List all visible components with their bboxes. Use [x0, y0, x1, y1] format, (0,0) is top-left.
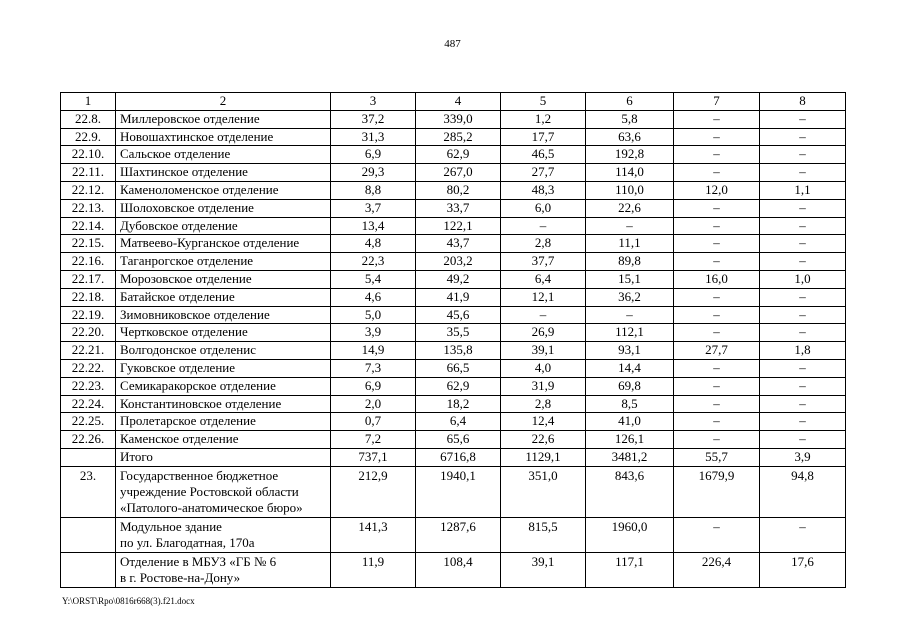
- value-cell: 8,8: [331, 181, 416, 199]
- value-cell: 62,9: [416, 377, 501, 395]
- row-number-cell: [61, 552, 116, 587]
- value-cell: 22,6: [586, 199, 674, 217]
- name-cell: Пролетарское отделение: [116, 413, 331, 431]
- value-cell: 12,4: [501, 413, 586, 431]
- value-cell: 11,1: [586, 235, 674, 253]
- value-cell: 94,8: [760, 466, 846, 517]
- value-cell: 285,2: [416, 128, 501, 146]
- row-number-cell: [61, 448, 116, 466]
- value-cell: 339,0: [416, 110, 501, 128]
- name-cell: Шахтинское отделение: [116, 164, 331, 182]
- value-cell: –: [674, 517, 760, 552]
- table-row: [61, 217, 846, 235]
- value-cell: 36,2: [586, 288, 674, 306]
- value-cell: 37,2: [331, 110, 416, 128]
- value-cell: 1129,1: [501, 448, 586, 466]
- value-cell: 41,9: [416, 288, 501, 306]
- name-cell: Волгодонское отделенис: [116, 342, 331, 360]
- value-cell: –: [501, 217, 586, 235]
- name-cell: Новошахтинское отделение: [116, 128, 331, 146]
- value-cell: –: [760, 217, 846, 235]
- value-cell: 351,0: [501, 466, 586, 517]
- value-cell: 0,7: [331, 413, 416, 431]
- value-cell: –: [760, 517, 846, 552]
- value-cell: 39,1: [501, 552, 586, 587]
- value-cell: –: [674, 359, 760, 377]
- value-cell: 1,1: [760, 181, 846, 199]
- table-row: [61, 306, 846, 324]
- value-cell: 46,5: [501, 146, 586, 164]
- name-cell: Дубовское отделение: [116, 217, 331, 235]
- value-cell: –: [760, 413, 846, 431]
- value-cell: 6,0: [501, 199, 586, 217]
- value-cell: –: [674, 431, 760, 449]
- value-cell: 114,0: [586, 164, 674, 182]
- row-number-cell: 22.19.: [61, 306, 116, 324]
- row-number-cell: 22.17.: [61, 270, 116, 288]
- value-cell: 93,1: [586, 342, 674, 360]
- value-cell: 112,1: [586, 324, 674, 342]
- row-number-cell: 22.14.: [61, 217, 116, 235]
- value-cell: 737,1: [331, 448, 416, 466]
- value-cell: 3481,2: [586, 448, 674, 466]
- page-number: 487: [444, 38, 461, 50]
- value-cell: –: [760, 288, 846, 306]
- value-cell: 35,5: [416, 324, 501, 342]
- row-number-cell: 22.9.: [61, 128, 116, 146]
- name-cell: Таганрогское отделение: [116, 253, 331, 271]
- table-row: [61, 146, 846, 164]
- value-cell: 267,0: [416, 164, 501, 182]
- value-cell: 89,8: [586, 253, 674, 271]
- value-cell: 4,0: [501, 359, 586, 377]
- name-cell: Шолоховское отделение: [116, 199, 331, 217]
- value-cell: 39,1: [501, 342, 586, 360]
- value-cell: –: [586, 217, 674, 235]
- value-cell: –: [760, 324, 846, 342]
- value-cell: 1,8: [760, 342, 846, 360]
- value-cell: 17,6: [760, 552, 846, 587]
- row-number-cell: 22.18.: [61, 288, 116, 306]
- value-cell: 126,1: [586, 431, 674, 449]
- value-cell: –: [674, 395, 760, 413]
- value-cell: –: [501, 306, 586, 324]
- data-table: [60, 92, 846, 588]
- name-cell: Чертковское отделение: [116, 324, 331, 342]
- value-cell: –: [760, 164, 846, 182]
- header-cell: 5: [501, 93, 586, 111]
- name-cell: Сальское отделение: [116, 146, 331, 164]
- value-cell: 7,3: [331, 359, 416, 377]
- value-cell: 1940,1: [416, 466, 501, 517]
- value-cell: 6,4: [416, 413, 501, 431]
- value-cell: 31,3: [331, 128, 416, 146]
- value-cell: 14,4: [586, 359, 674, 377]
- name-cell: Итого: [116, 448, 331, 466]
- value-cell: –: [674, 413, 760, 431]
- value-cell: 1960,0: [586, 517, 674, 552]
- name-cell: [116, 552, 331, 587]
- value-cell: 69,8: [586, 377, 674, 395]
- value-cell: 66,5: [416, 359, 501, 377]
- table-row: [61, 110, 846, 128]
- value-cell: –: [674, 306, 760, 324]
- value-cell: –: [760, 395, 846, 413]
- name-cell: Зимовниковское отделение: [116, 306, 331, 324]
- value-cell: 203,2: [416, 253, 501, 271]
- table-row: [61, 342, 846, 360]
- value-cell: 1679,9: [674, 466, 760, 517]
- value-cell: –: [674, 217, 760, 235]
- name-line: по ул. Благодатная, 170а: [120, 534, 255, 550]
- header-cell: 8: [760, 93, 846, 111]
- value-cell: 3,7: [331, 199, 416, 217]
- table-row: [61, 359, 846, 377]
- name-cell: [116, 466, 331, 517]
- row-number-cell: 22.20.: [61, 324, 116, 342]
- value-cell: –: [674, 235, 760, 253]
- header-cell: 3: [331, 93, 416, 111]
- value-cell: 192,8: [586, 146, 674, 164]
- header-row: [61, 93, 846, 111]
- table-row: [61, 431, 846, 449]
- value-cell: 43,7: [416, 235, 501, 253]
- value-cell: 37,7: [501, 253, 586, 271]
- value-cell: 15,1: [586, 270, 674, 288]
- value-cell: 1287,6: [416, 517, 501, 552]
- row-number-cell: 22.16.: [61, 253, 116, 271]
- value-cell: 29,3: [331, 164, 416, 182]
- table-row: [61, 413, 846, 431]
- value-cell: 141,3: [331, 517, 416, 552]
- value-cell: –: [760, 199, 846, 217]
- value-cell: 2,8: [501, 235, 586, 253]
- table-row: [61, 552, 846, 587]
- row-number-cell: [61, 517, 116, 552]
- row-number-cell: 22.22.: [61, 359, 116, 377]
- value-cell: 2,8: [501, 395, 586, 413]
- row-number-cell: 22.24.: [61, 395, 116, 413]
- value-cell: 62,9: [416, 146, 501, 164]
- header-cell: 6: [586, 93, 674, 111]
- name-cell: Каменское отделение: [116, 431, 331, 449]
- value-cell: 31,9: [501, 377, 586, 395]
- table-row: [61, 270, 846, 288]
- header-cell: 2: [116, 93, 331, 111]
- value-cell: –: [674, 128, 760, 146]
- table-row: [61, 199, 846, 217]
- row-number-cell: 22.25.: [61, 413, 116, 431]
- value-cell: 48,3: [501, 181, 586, 199]
- value-cell: 13,4: [331, 217, 416, 235]
- value-cell: 212,9: [331, 466, 416, 517]
- value-cell: –: [760, 431, 846, 449]
- name-line: в г. Ростове-на-Дону»: [120, 569, 241, 585]
- value-cell: –: [674, 164, 760, 182]
- name-cell: Каменоломенское отделение: [116, 181, 331, 199]
- row-number-cell: 22.15.: [61, 235, 116, 253]
- table-row: [61, 253, 846, 271]
- value-cell: 63,6: [586, 128, 674, 146]
- row-number-cell: 22.12.: [61, 181, 116, 199]
- table-row: [61, 181, 846, 199]
- name-cell: Матвеево-Курганское отделение: [116, 235, 331, 253]
- name-cell: Семикаракорское отделение: [116, 377, 331, 395]
- table-row: [61, 517, 846, 552]
- row-number-cell: 22.26.: [61, 431, 116, 449]
- value-cell: 22,3: [331, 253, 416, 271]
- value-cell: –: [674, 199, 760, 217]
- header-cell: 1: [61, 93, 116, 111]
- value-cell: 6,9: [331, 146, 416, 164]
- value-cell: –: [760, 306, 846, 324]
- value-cell: 33,7: [416, 199, 501, 217]
- value-cell: 22,6: [501, 431, 586, 449]
- value-cell: –: [760, 359, 846, 377]
- value-cell: 17,7: [501, 128, 586, 146]
- value-cell: 5,4: [331, 270, 416, 288]
- name-line: «Патолого-анатомическое бюро»: [120, 499, 303, 515]
- name-line: учреждение Ростовской области: [120, 483, 299, 499]
- value-cell: 3,9: [331, 324, 416, 342]
- table-row: [61, 235, 846, 253]
- value-cell: 1,0: [760, 270, 846, 288]
- name-cell: Морозовское отделение: [116, 270, 331, 288]
- value-cell: 815,5: [501, 517, 586, 552]
- value-cell: –: [674, 253, 760, 271]
- value-cell: –: [760, 235, 846, 253]
- table-row: [61, 395, 846, 413]
- name-cell: Константиновское отделение: [116, 395, 331, 413]
- value-cell: –: [760, 146, 846, 164]
- value-cell: 5,8: [586, 110, 674, 128]
- value-cell: –: [674, 146, 760, 164]
- value-cell: 26,9: [501, 324, 586, 342]
- name-line: Модульное здание: [120, 518, 222, 534]
- row-number-cell: 22.8.: [61, 110, 116, 128]
- value-cell: –: [760, 253, 846, 271]
- row-number-cell: 22.11.: [61, 164, 116, 182]
- row-number-cell: 22.10.: [61, 146, 116, 164]
- value-cell: 4,6: [331, 288, 416, 306]
- row-number-cell: 22.13.: [61, 199, 116, 217]
- value-cell: 27,7: [501, 164, 586, 182]
- value-cell: 41,0: [586, 413, 674, 431]
- value-cell: 49,2: [416, 270, 501, 288]
- table-row: [61, 164, 846, 182]
- value-cell: 45,6: [416, 306, 501, 324]
- value-cell: 55,7: [674, 448, 760, 466]
- value-cell: 16,0: [674, 270, 760, 288]
- name-cell: Батайское отделение: [116, 288, 331, 306]
- table-row: [61, 324, 846, 342]
- name-cell: [116, 517, 331, 552]
- header-cell: 4: [416, 93, 501, 111]
- name-line: Государственное бюджетное: [120, 467, 279, 483]
- value-cell: –: [674, 110, 760, 128]
- table-row: [61, 466, 846, 517]
- value-cell: 14,9: [331, 342, 416, 360]
- table-row: [61, 128, 846, 146]
- value-cell: 108,4: [416, 552, 501, 587]
- row-number-cell: 22.21.: [61, 342, 116, 360]
- table-row: [61, 448, 846, 466]
- value-cell: –: [674, 288, 760, 306]
- value-cell: 122,1: [416, 217, 501, 235]
- value-cell: 6,4: [501, 270, 586, 288]
- value-cell: –: [586, 306, 674, 324]
- table-row: [61, 288, 846, 306]
- value-cell: –: [760, 128, 846, 146]
- value-cell: 27,7: [674, 342, 760, 360]
- value-cell: 80,2: [416, 181, 501, 199]
- value-cell: 135,8: [416, 342, 501, 360]
- value-cell: 8,5: [586, 395, 674, 413]
- name-cell: Миллеровское отделение: [116, 110, 331, 128]
- value-cell: 11,9: [331, 552, 416, 587]
- value-cell: –: [760, 110, 846, 128]
- table-row: [61, 377, 846, 395]
- value-cell: –: [760, 377, 846, 395]
- value-cell: 843,6: [586, 466, 674, 517]
- name-cell: Гуковское отделение: [116, 359, 331, 377]
- header-cell: 7: [674, 93, 760, 111]
- footer-file-path: Y:\ORST\Rpo\0816r668(3).f21.docx: [62, 596, 195, 606]
- value-cell: 12,1: [501, 288, 586, 306]
- value-cell: 4,8: [331, 235, 416, 253]
- value-cell: 3,9: [760, 448, 846, 466]
- name-line: Отделение в МБУЗ «ГБ № 6: [120, 553, 277, 569]
- value-cell: –: [674, 324, 760, 342]
- value-cell: 18,2: [416, 395, 501, 413]
- value-cell: 12,0: [674, 181, 760, 199]
- value-cell: 6716,8: [416, 448, 501, 466]
- value-cell: –: [674, 377, 760, 395]
- value-cell: 226,4: [674, 552, 760, 587]
- row-number-cell: 23.: [61, 466, 116, 517]
- value-cell: 1,2: [501, 110, 586, 128]
- value-cell: 2,0: [331, 395, 416, 413]
- value-cell: 7,2: [331, 431, 416, 449]
- value-cell: 6,9: [331, 377, 416, 395]
- row-number-cell: 22.23.: [61, 377, 116, 395]
- value-cell: 65,6: [416, 431, 501, 449]
- value-cell: 117,1: [586, 552, 674, 587]
- value-cell: 110,0: [586, 181, 674, 199]
- value-cell: 5,0: [331, 306, 416, 324]
